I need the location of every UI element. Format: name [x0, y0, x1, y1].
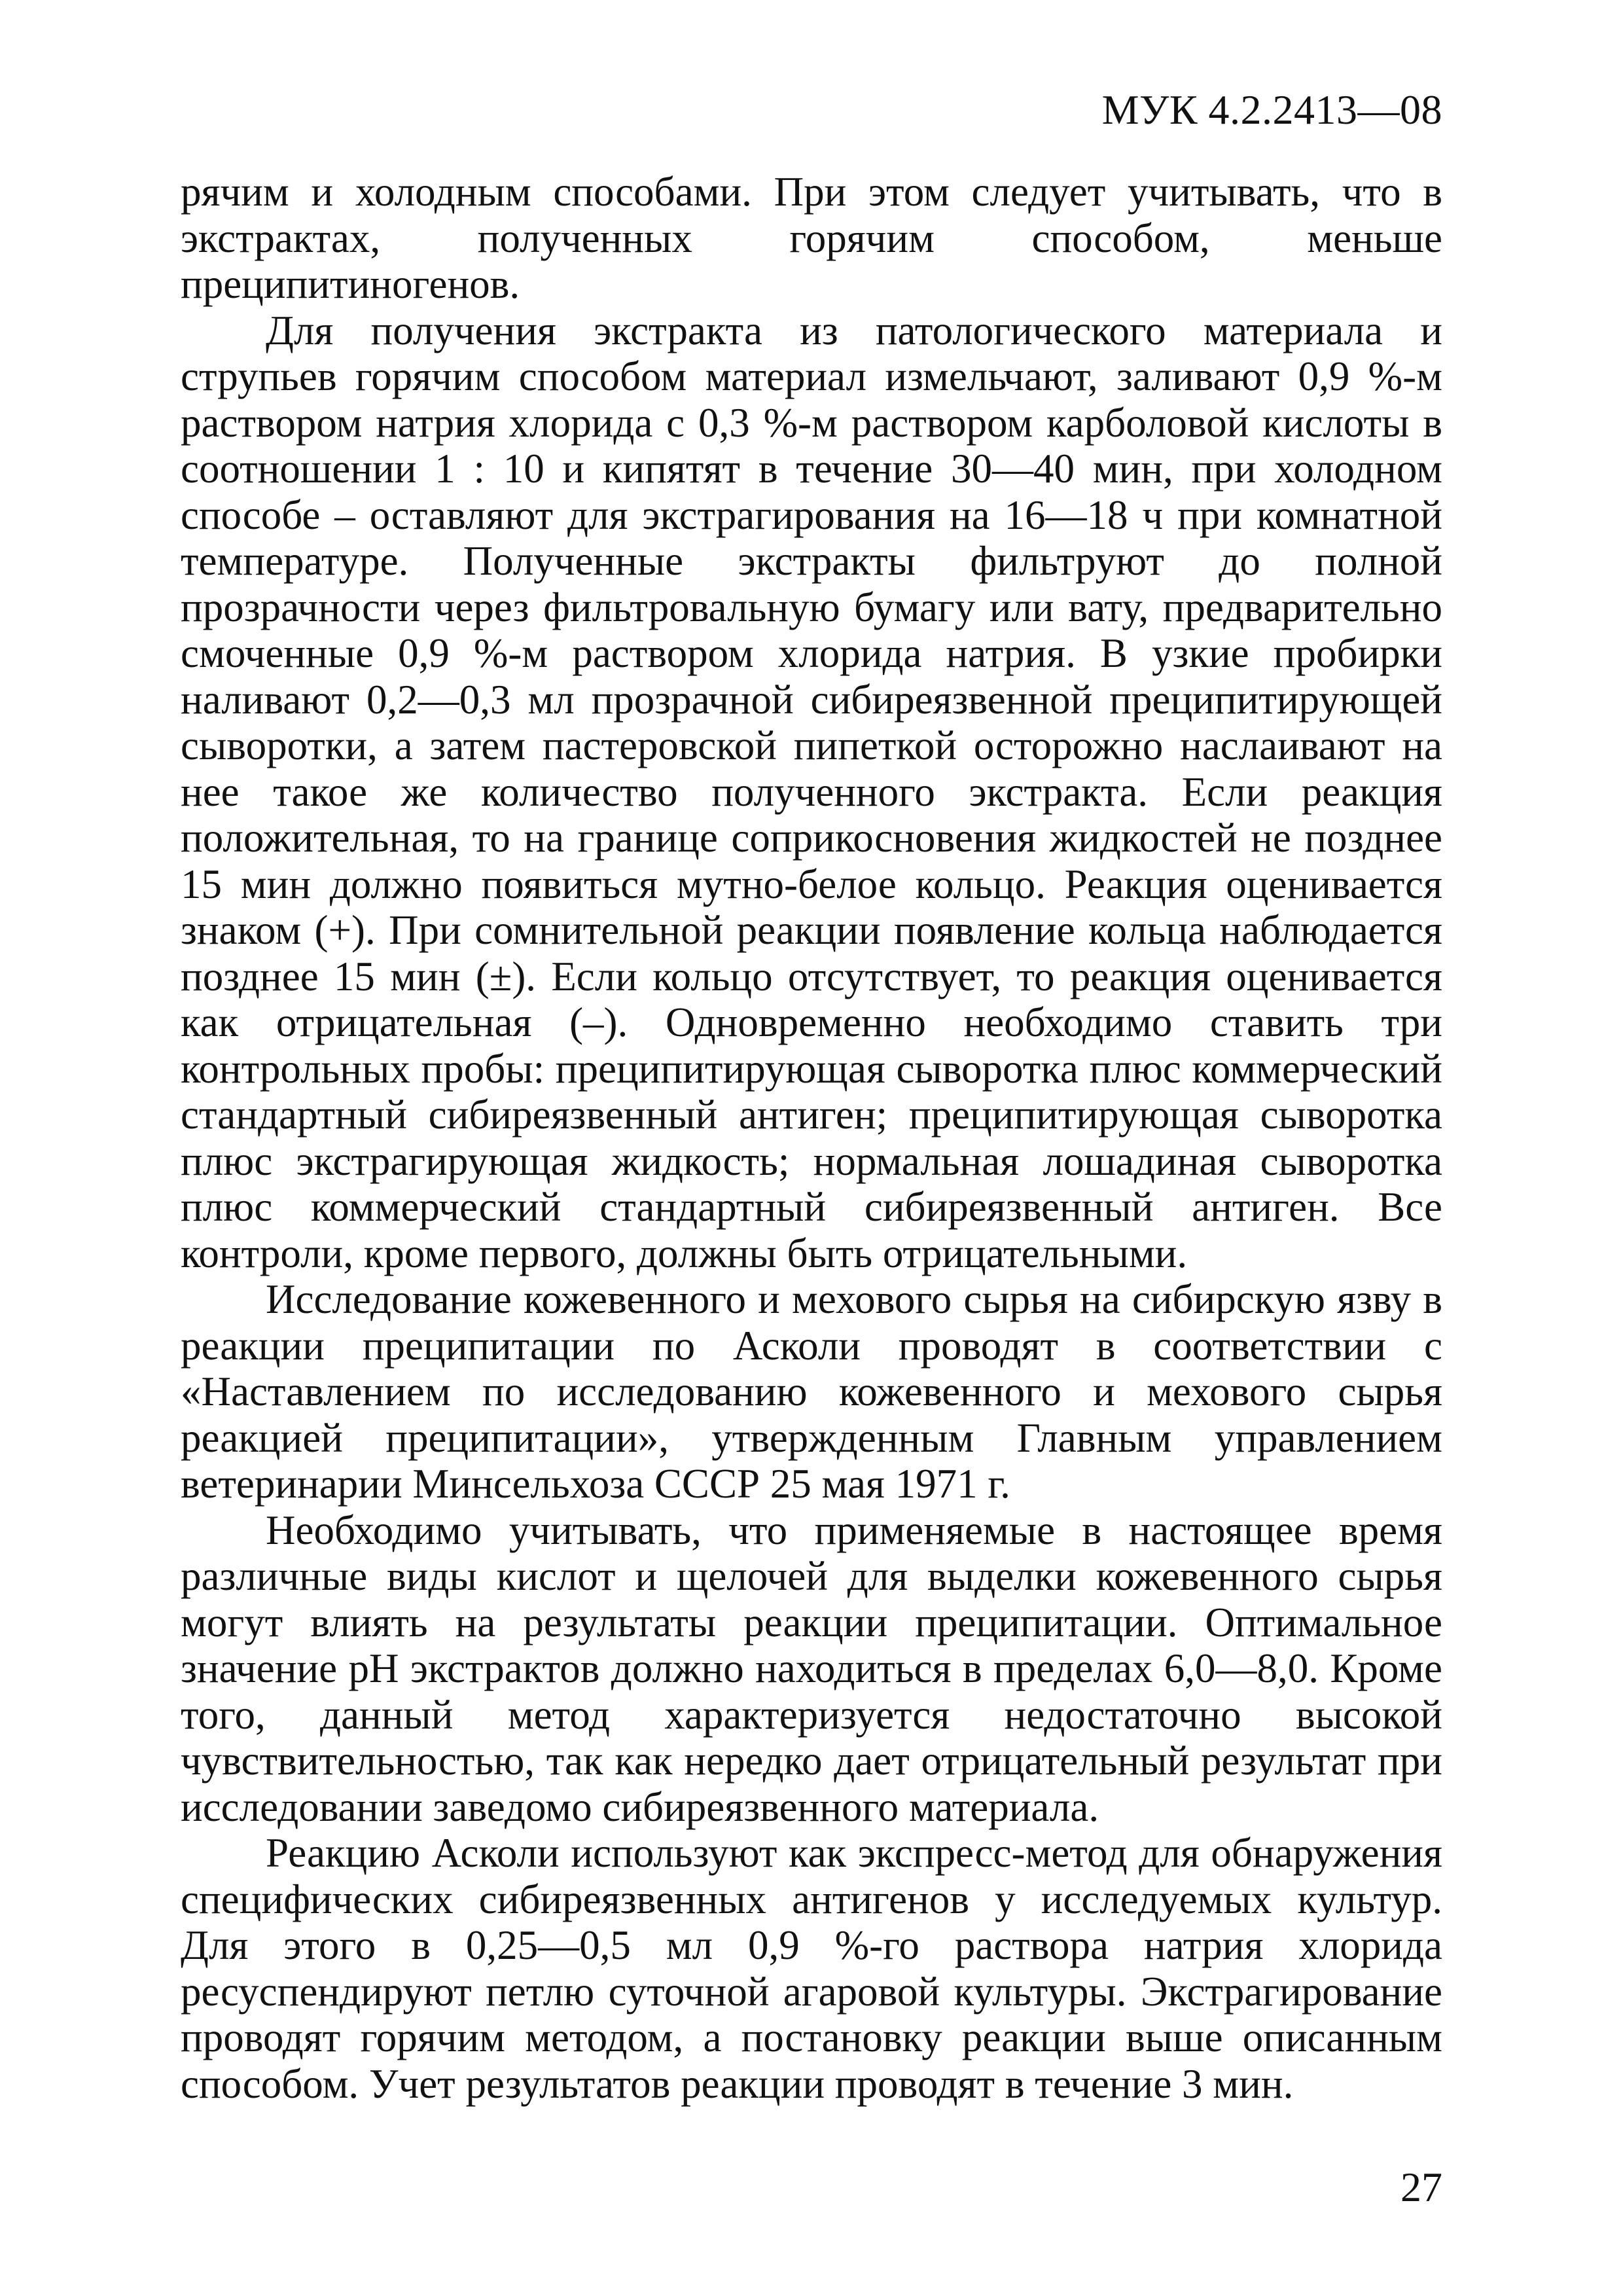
body-text	[181, 169, 1442, 2107]
document-code-header: МУК 4.2.2413—08	[1101, 86, 1442, 133]
paragraph-continuation: рячим и холодным способами. При этом следует учитывать, что в экстрактах, полученных горячим способом, меньше преципитиногенов.	[181, 169, 1442, 307]
paragraph-leather-fur-raw-materials: Исследование кожевенного и мехового сырья на сибирскую язву в реакции преципитации по Асколи проводят в соответствии с «Наставлением по исследованию кожевенного и мехового сырья реакцией преципитации», утвержденным Главным управлением ветеринарии Минсельхоза СССР 25 мая 1971 г.	[181, 1276, 1442, 1507]
page-number: 27	[1400, 2164, 1442, 2210]
paragraph-extract-preparation: Для получения экстракта из патологического материала и струпьев горячим способом материал измельчают, заливают 0,9 %-м раствором натрия хлорида с 0,3 %-м раствором карболовой кислоты в соотношении 1 : 10 и кипятят в течение 30—40 мин, при холодном способе – оставляют для экстрагирования на 16—18 ч при комнатной температуре. Полученные экстракты фильтруют до полной прозрачности через фильтровальную бумагу или вату, предварительно смоченные 0,9 %-м раствором хлорида натрия. В узкие пробирки наливают 0,2—0,3 мл прозрачной сибиреязвенной преципитирующей сыворотки, а затем пастеровской пипеткой осторожно наслаивают на нее такое же количество полученного экстракта. Если реакция положительная, то на границе соприкосновения жидкостей не позднее 15 мин должно появиться мутно-белое кольцо. Реакция оценивается знаком (+). При сомнительной реакции появление кольца наблюдается позднее 15 мин (±). Если кольцо отсутствует, то реакция оценивается как отрицательная (–). Одновременно необходимо ставить три контрольных пробы: преципитирующая сыворотка плюс коммерческий стандартный сибиреязвенный антиген; преципитирующая сыворотка плюс экстрагирующая жидкость; нормальная лошадиная сыворотка плюс коммерческий стандартный сибиреязвенный антиген. Все контроли, кроме первого, должны быть отрицательными.	[181, 307, 1442, 1276]
paragraph-express-method: Реакцию Асколи используют как экспресс-метод для обнаружения специфических сибиреязвенных антигенов у исследуемых культур. Для этого в 0,25—0,5 мл 0,9 %-го раствора натрия хлорида ресуспендируют петлю суточной агаровой культуры. Экстрагирование проводят горячим методом, а постановку реакции выше описанным способом. Учет результатов реакции проводят в течение 3 мин.	[181, 1830, 1442, 2107]
paragraph-ph-considerations: Необходимо учитывать, что применяемые в настоящее время различные виды кислот и щелочей для выделки кожевенного сырья могут влиять на результаты реакции преципитации. Оптимальное значение pH экстрактов должно находиться в пределах 6,0—8,0. Кроме того, данный метод характеризуется недостаточно высокой чувствительностью, так как нередко дает отрицательный результат при исследовании заведомо сибиреязвенного материала.	[181, 1507, 1442, 1830]
